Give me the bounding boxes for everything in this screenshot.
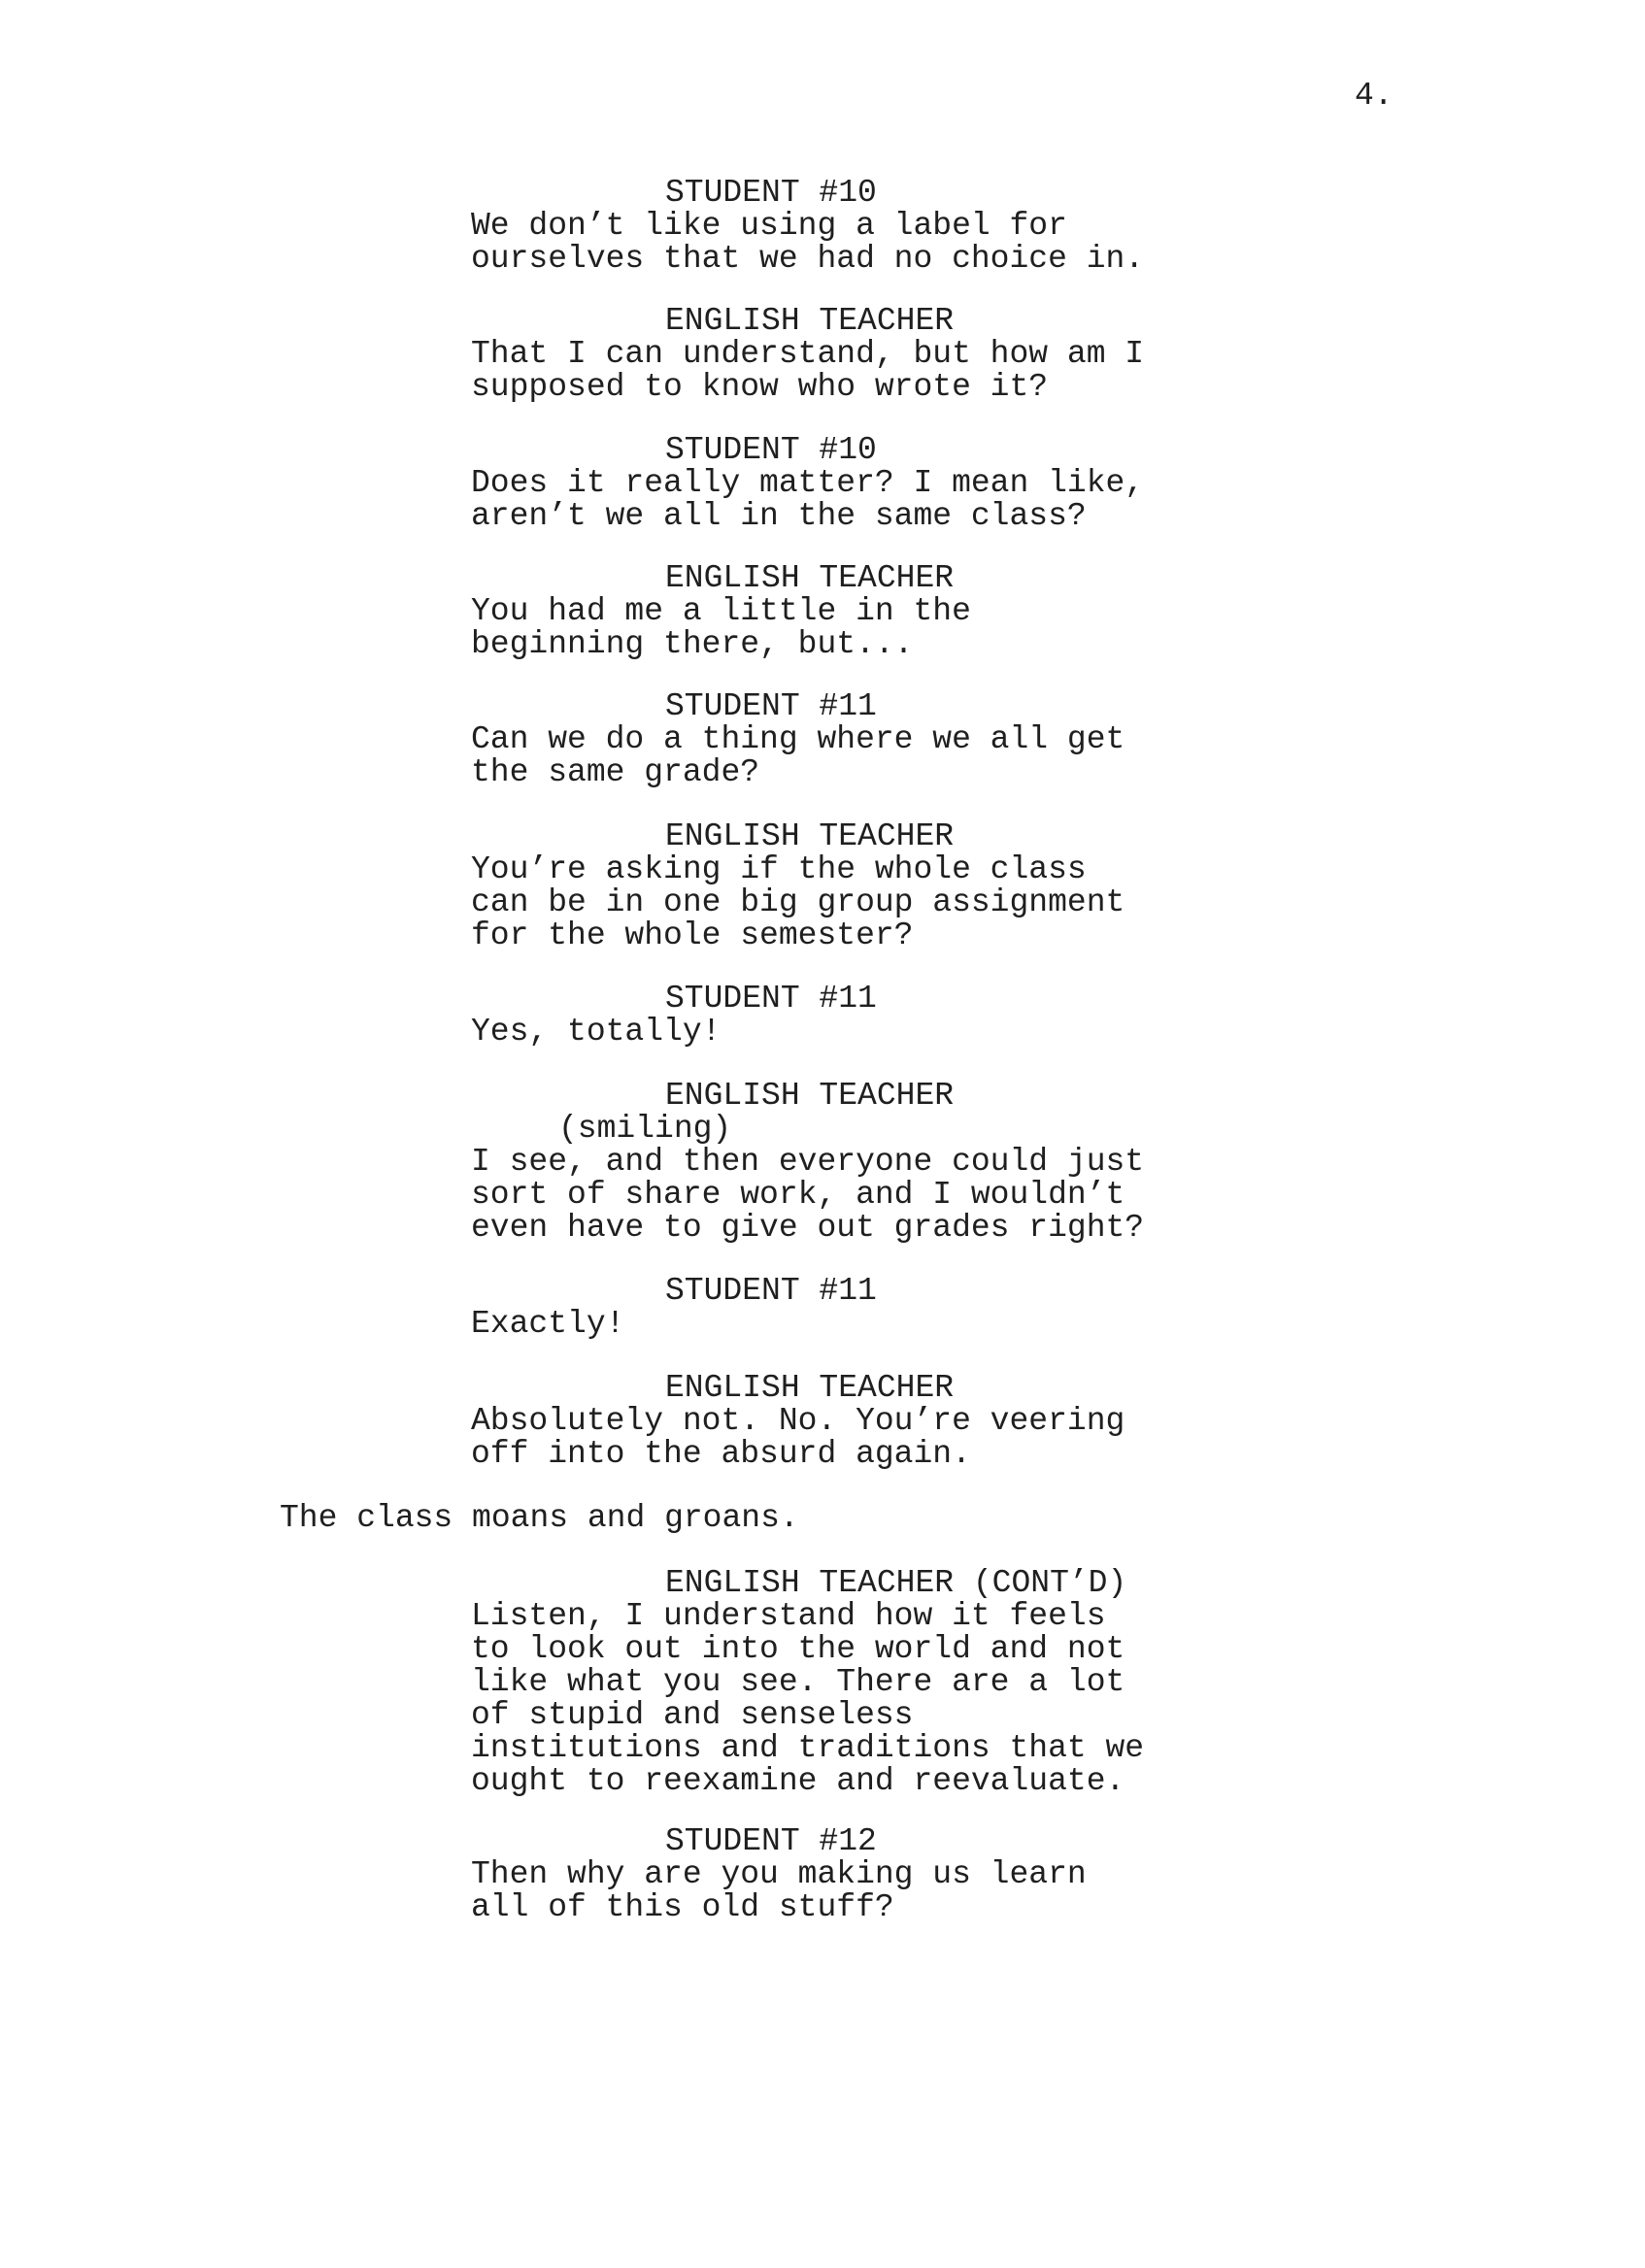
character-cue: ENGLISH TEACHER [665,1370,955,1406]
character-cue: ENGLISH TEACHER [665,1078,955,1114]
dialogue: Then why are you making us learn all of this old stuff? [471,1856,1087,1925]
character-cue: STUDENT #11 [665,1273,877,1309]
parenthetical: (smiling) [558,1111,732,1147]
dialogue: Exactly! [471,1306,625,1342]
character-cue: ENGLISH TEACHER [665,560,955,596]
dialogue: Listen, I understand how it feels to look out into the world and not like what you see. There are a lot of stupid and senseless institutions and traditions that we ought to reexamine and reevaluate. [471,1598,1145,1799]
dialogue: Does it really matter? I mean like, aren’t we all in the same class? [471,465,1145,534]
action-line: The class moans and groans. [280,1500,799,1536]
dialogue: You’re asking if the whole class can be in one big group assignment for the whole semester? [471,851,1125,953]
dialogue: Can we do a thing where we all get the same grade? [471,721,1125,790]
character-cue: STUDENT #11 [665,688,877,724]
character-cue: STUDENT #10 [665,175,877,211]
dialogue: Yes, totally! [471,1014,722,1050]
dialogue: Absolutely not. No. You’re veering off into the absurd again. [471,1403,1125,1472]
dialogue: That I can understand, but how am I supposed to know who wrote it? [471,336,1145,405]
character-cue: ENGLISH TEACHER (CONT’D) [665,1565,1127,1601]
page-number: 4. [1355,78,1393,114]
dialogue: We don’t like using a label for ourselves that we had no choice in. [471,208,1145,277]
character-cue: ENGLISH TEACHER [665,818,955,854]
character-cue: ENGLISH TEACHER [665,303,955,339]
dialogue: I see, and then everyone could just sort of share work, and I wouldn’t even have to give out grades right? [471,1144,1145,1246]
dialogue: You had me a little in the beginning there, but... [471,593,971,662]
character-cue: STUDENT #10 [665,432,877,468]
character-cue: STUDENT #11 [665,981,877,1017]
character-cue: STUDENT #12 [665,1823,877,1859]
